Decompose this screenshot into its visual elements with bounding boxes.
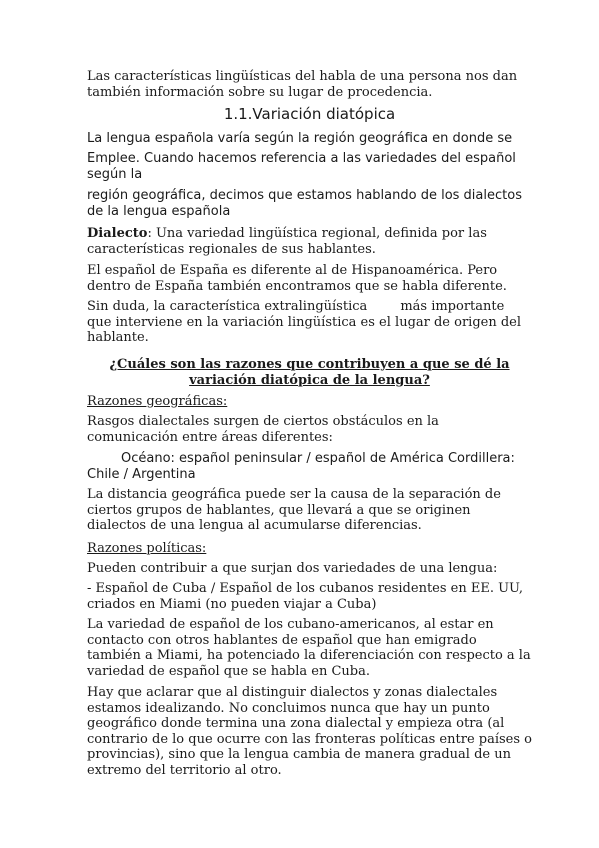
- pol-paragraph-1: Pueden contribuir a que surjan dos variedades de una lengua:: [87, 561, 498, 576]
- paragraph-line: región geográfica, decimos que estamos hablando de los dialectos de la lengua española: [87, 188, 522, 219]
- geo-paragraph-2: La distancia geográfica puede ser la causa de la separación de ciertos grupos de hablantes, que llevará a que se originen dialectos de una lengua al acumularse diferencias.: [87, 487, 501, 533]
- geo-paragraph-1: Rasgos dialectales surgen de ciertos obstáculos en la comunicación entre áreas diferentes:: [87, 414, 439, 445]
- section-title: 1.1.Variación diatópica: [223, 105, 396, 123]
- pol-paragraph-2: - Español de Cuba / Español de los cubanos residentes en EE. UU, criados en Miami (no pueden viajar a Cuba): [87, 581, 523, 612]
- intro-paragraph: Las características lingüísticas del habla de una persona nos dan también información sobre su lugar de procedencia.: [87, 69, 518, 100]
- dialecto-term: Dialecto: [87, 226, 148, 241]
- sin-duda-paragraph: Sin duda, la característica extralingüística más importante que interviene en la variación lingüística es el lugar de origen del hablante.: [87, 299, 526, 345]
- paragraph-line: Emplee. Cuando hacemos referencia a las variedades del español según la: [87, 151, 516, 182]
- dialecto-definition: [87, 226, 532, 257]
- geo-heading: Razones geográficas:: [87, 394, 228, 409]
- paragraph-line: La lengua española varía según la región geográfica en donde se: [87, 131, 513, 146]
- dialecto-text: : Una variedad lingüística regional, definida por las características regionales de sus hablantes.: [87, 226, 487, 257]
- pol-paragraph-4: Hay que aclarar que al distinguir dialectos y zonas dialectales estamos idealizando. No concluimos nunca que hay un punto geográfico donde termina una zona dialectal y empieza otra (al contrario de lo que ocurre con las fronteras políticas entre países o provincias), sino que la lengua cambia de manera gradual de un extremo del territorio al otro.: [87, 685, 532, 778]
- geo-example: Océano: español peninsular / español de América Cordillera: Chile / Argentina: [87, 451, 515, 482]
- pol-paragraph-3: La variedad de español de los cubano-americanos, al estar en contacto con otros hablantes de español que han emigrado también a Miami, ha potenciado la diferenciación con respecto a la variedad de español que se habla en Cuba.: [87, 617, 531, 679]
- espana-paragraph: El español de España es diferente al de Hispanoamérica. Pero dentro de España también encontramos que se habla diferente.: [87, 263, 507, 294]
- pol-heading: Razones políticas:: [87, 541, 207, 556]
- question-heading: ¿Cuáles son las razones que contribuyen a que se dé la variación diatópica de la lengua?: [109, 357, 510, 388]
